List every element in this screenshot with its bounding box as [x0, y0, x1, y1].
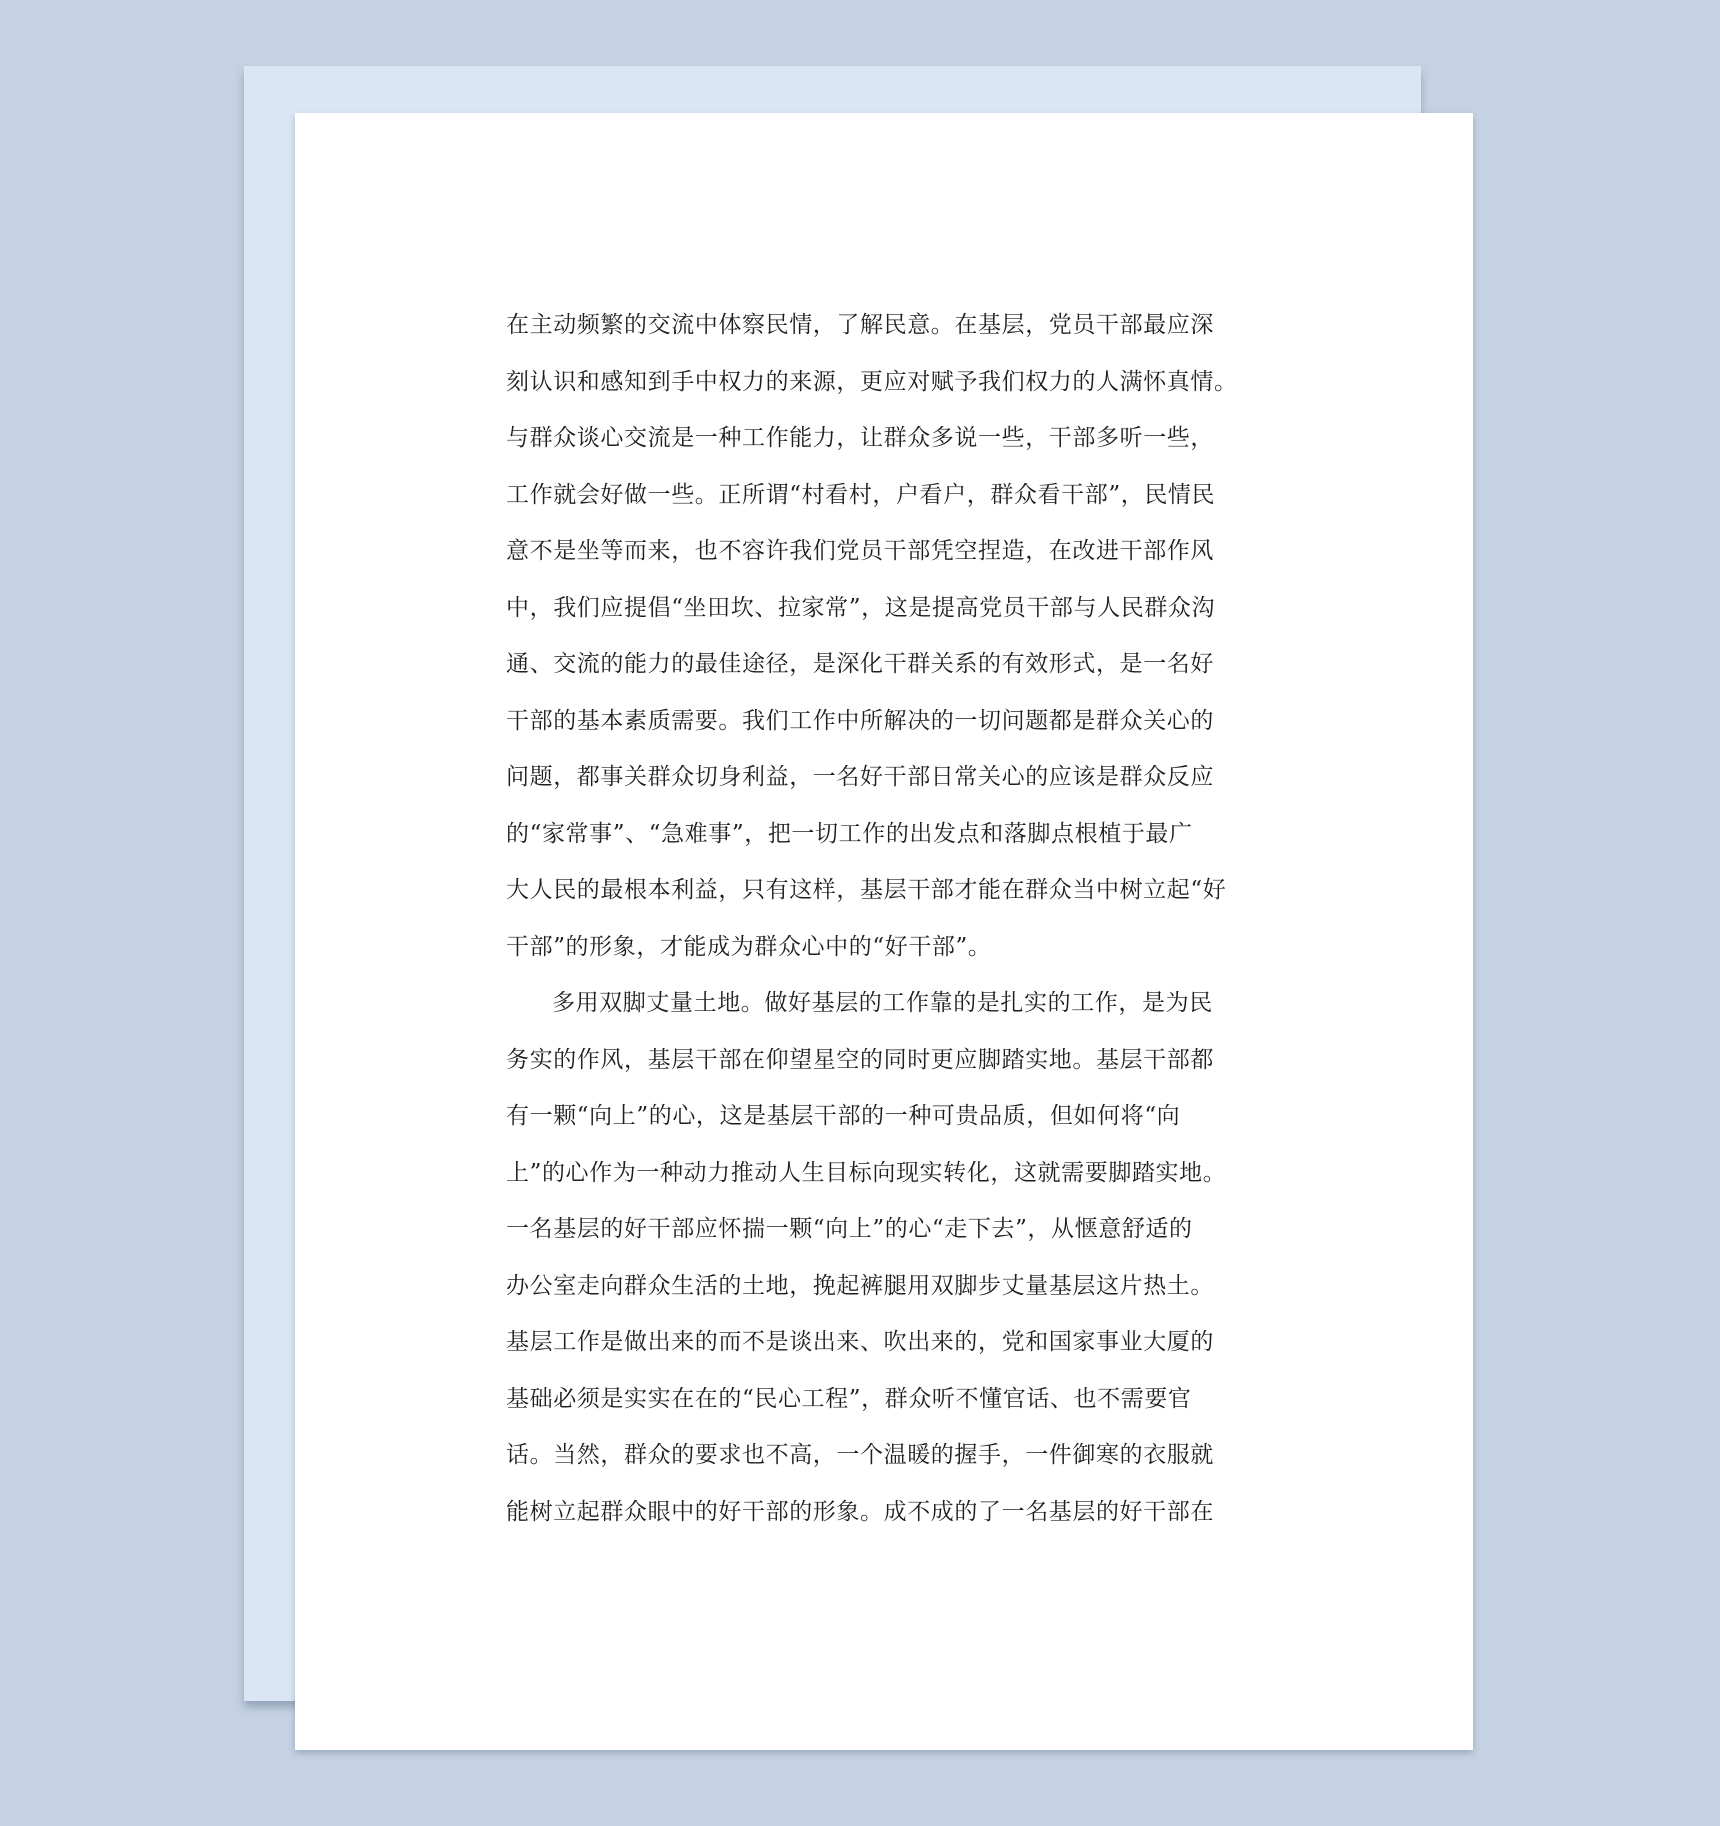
body-line: 办公室走向群众生活的土地，挽起裤腿用双脚步丈量基层这片热土。 [506, 1272, 1214, 1299]
body-line: 基层工作是做出来的而不是谈出来、吹出来的，党和国家事业大厦的 [506, 1329, 1214, 1355]
body-line: 通、交流的能力的最佳途径，是深化干群关系的有效形式，是一名好 [506, 651, 1214, 677]
body-line: 干部”的形象，才能成为群众心中的“好干部”。 [506, 933, 992, 960]
body-line: 一名基层的好干部应怀揣一颗“向上”的心“走下去”，从惬意舒适的 [506, 1216, 1193, 1242]
body-line: 上”的心作为一种动力推动人生目标向现实转化，这就需要脚踏实地。 [506, 1159, 1227, 1186]
paragraph-first-line: 多用双脚丈量土地。做好基层的工作靠的是扎实的工作，是为民 [552, 990, 1213, 1016]
body-line: 工作就会好做一些。正所谓“村看村，户看户，群众看干部”，民情民 [506, 481, 1216, 508]
body-line: 问题，都事关群众切身利益，一名好干部日常关心的应该是群众反应 [506, 764, 1214, 790]
body-line: 话。当然，群众的要求也不高，一个温暖的握手，一件御寒的衣服就 [506, 1442, 1214, 1468]
body-line: 能树立起群众眼中的好干部的形象。成不成的了一名基层的好干部在 [506, 1498, 1214, 1525]
body-line: 中，我们应提倡“坐田坎、拉家常”，这是提高党员干部与人民群众沟 [506, 594, 1216, 621]
body-line: 有一颗“向上”的心，这是基层干部的一种可贵品质，但如何将“向 [506, 1103, 1181, 1129]
body-line: 与群众谈心交流是一种工作能力，让群众多说一些，干部多听一些， [506, 425, 1214, 451]
body-line: 干部的基本素质需要。我们工作中所解决的一切问题都是群众关心的 [506, 707, 1214, 734]
body-line: 基础必须是实实在在的“民心工程”，群众听不懂官话、也不需要官 [506, 1385, 1192, 1412]
body-line: 的“家常事”、“急难事”，把一切工作的出发点和落脚点根植于最广 [506, 820, 1193, 847]
body-line: 意不是坐等而来，也不容许我们党员干部凭空捏造，在改进干部作风 [506, 538, 1214, 564]
body-line: 在主动频繁的交流中体察民情，了解民意。在基层，党员干部最应深 [506, 312, 1214, 338]
body-line: 大人民的最根本利益，只有这样，基层干部才能在群众当中树立起“好 [506, 877, 1227, 903]
body-line: 刻认识和感知到手中权力的来源，更应对赋予我们权力的人满怀真情。 [506, 368, 1238, 395]
body-line: 务实的作风，基层干部在仰望星空的同时更应脚踏实地。基层干部都 [506, 1046, 1214, 1073]
document-body [506, 297, 1306, 1540]
document-page [295, 113, 1473, 1750]
